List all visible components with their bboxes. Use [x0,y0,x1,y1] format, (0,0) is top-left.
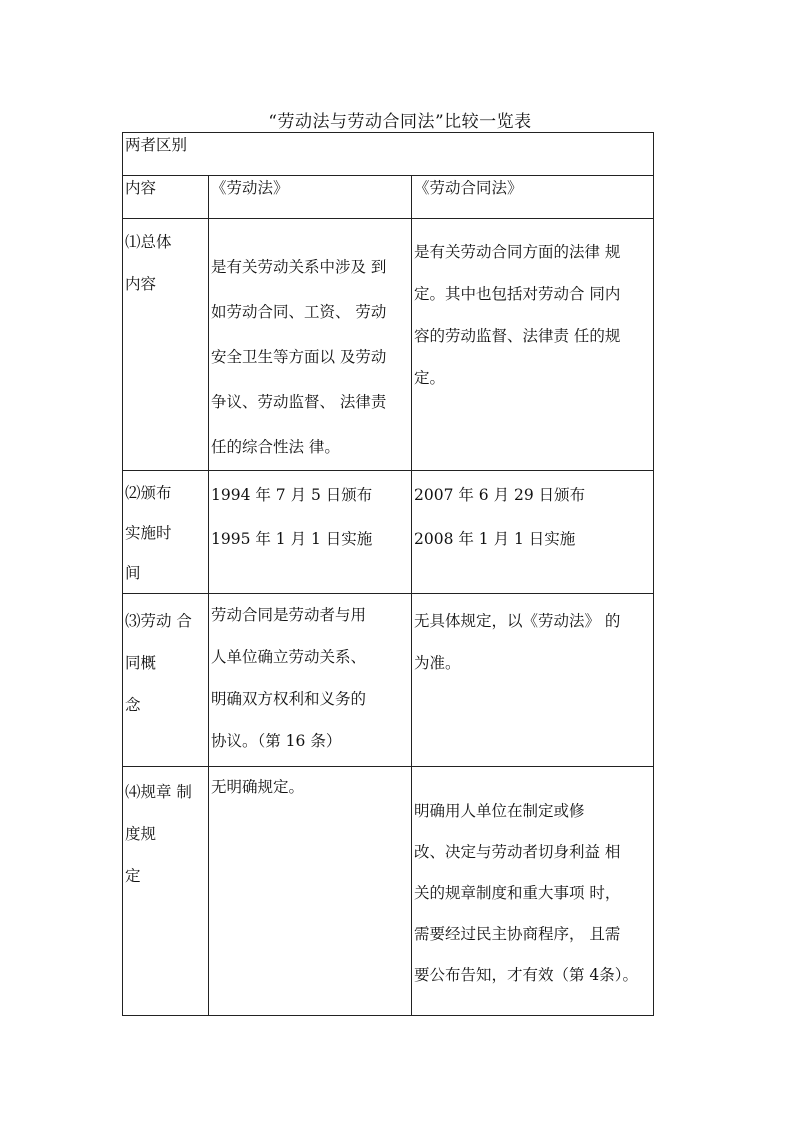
table-header-row [123,133,654,176]
column-header-content: 内容 [123,176,209,219]
table-row [123,471,654,594]
table-row [123,767,654,1016]
column-header-row [123,176,654,219]
table-header-cell: 两者区别 [123,133,654,176]
row-label: ⑶劳动 合 同概 念 [123,594,209,767]
labor-law-cell: 劳动合同是劳动者与用 人单位确立劳动关系、 明确双方权利和义务的 协议。（第 16 条） [209,594,412,767]
row-label: ⑷规章 制 度规 定 [123,767,209,1016]
column-header-labor-law: 《劳动法》 [209,176,412,219]
table-row [123,594,654,767]
contract-law-cell: 明确用人单位在制定或修 改、决定与劳动者切身利益 相 关的规章制度和重大事项 时， 需要经过民主协商程序， 且需 要公布告知，才有效（第 4条）。 [412,767,654,1016]
row-label: ⑴总体 内容 [123,219,209,471]
contract-law-cell: 是有关劳动合同方面的法律 规 定。其中也包括对劳动合 同内 容的劳动监督、法律责 任的规 定。 [412,219,654,471]
labor-law-cell: 是有关劳动关系中涉及 到 如劳动合同、工资、 劳动 安全卫生等方面以 及劳动 争议、劳动监督、 法律责 任的综合性法 律。 [209,219,412,471]
contract-law-cell: 无具体规定，以《劳动法》 的 为准。 [412,594,654,767]
labor-law-cell: 1994 年 7 月 5 日颁布 1995 年 1 月 1 日实施 [209,471,412,594]
table-row [123,219,654,471]
comparison-table [122,132,654,1016]
contract-law-cell: 2007 年 6 月 29 日颁布 2008 年 1 月 1 日实施 [412,471,654,594]
page-title: “劳动法与劳动合同法”比较一览表 [268,112,532,132]
row-label: ⑵颁布 实施时 间 [123,471,209,594]
column-header-contract-law: 《劳动合同法》 [412,176,654,219]
labor-law-cell: 无明确规定。 [209,767,412,1016]
